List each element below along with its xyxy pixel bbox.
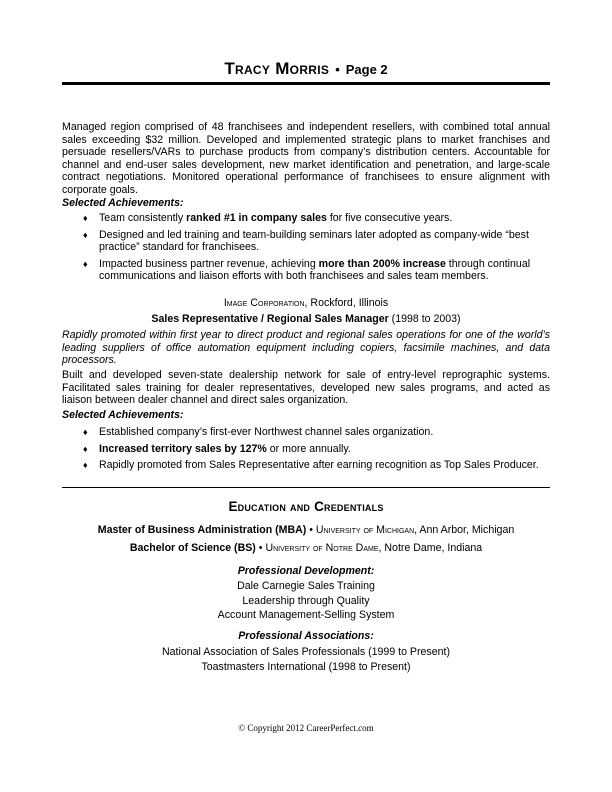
page-header <box>62 58 550 81</box>
job2-intro: Rapidly promoted within first year to direct product and regional sales operations for one of the world’s leading suppliers of office automation equipment including copiers, facsimile machines, and data processors. <box>62 329 550 367</box>
list-item: ♦ Established company’s first-ever Northwest channel sales organization. <box>83 426 434 438</box>
diamond-bullet-icon: ♦ <box>83 213 88 223</box>
header-bullet: • <box>335 62 340 77</box>
diamond-bullet-icon: ♦ <box>83 443 88 454</box>
degree-name: Master of Business Administration (MBA) <box>97 524 307 536</box>
list-item: ♦ Team consistently ranked #1 in company sales for five consecutive years. <box>83 212 453 224</box>
list-item: Dale Carnegie Sales Training <box>237 580 375 592</box>
education-heading: Education and Credentials <box>228 499 384 514</box>
job2-company: Image Corporation <box>223 297 305 309</box>
job2-title: Sales Representative / Regional Sales Manager <box>151 313 389 325</box>
job2-achievements <box>62 426 550 476</box>
diamond-bullet-icon: ♦ <box>83 229 88 240</box>
job2-achievements-heading: Selected Achievements: <box>62 409 184 421</box>
job2-dates: (1998 to 2003) <box>388 313 461 325</box>
job1-achievements-heading: Selected Achievements: <box>62 197 184 209</box>
list-item: Toastmasters International (1998 to Present) <box>201 660 411 673</box>
copyright-notice: © Copyright 2012 CareerPerfect.com <box>238 723 374 733</box>
degree-2: Bachelor of Science (BS) • University of Notre Dame, Notre Dame, Indiana <box>129 542 483 554</box>
school-name: University of Notre Dame <box>265 542 379 554</box>
job2-company-line <box>62 297 550 310</box>
job1-description: Managed region comprised of 48 franchisees and independent resellers, with combined total annual sales exceeding $32 million. Developed and implemented strategic plans to market franchises and persuade resellers/VARs to purchase products from company’s distribution centers. Accountable for channel and end-user sales development, new market identification and penetration, and large-scale contract negotiations. Monitored operational performance of franchisees to ensure alignment with corporate goals. <box>62 121 550 196</box>
pd-list <box>62 579 550 623</box>
list-item: ♦ Impacted business partner revenue, achieving more than 200% increase through continual communications and liaison efforts with both franchisees and sales team members. <box>83 257 531 283</box>
diamond-bullet-icon: ♦ <box>83 460 88 471</box>
header-rule <box>62 82 550 85</box>
page-label: Page 2 <box>345 62 388 77</box>
job2-title-line <box>62 313 550 326</box>
list-item: Leadership through Quality <box>242 594 370 607</box>
diamond-bullet-icon: ♦ <box>83 258 88 269</box>
list-item: Account Management-Selling System <box>217 609 395 621</box>
pd-heading: Professional Development: <box>237 565 375 577</box>
diamond-bullet-icon: ♦ <box>83 427 88 437</box>
school-name: University of Michigan <box>315 524 415 536</box>
degree-name: Bachelor of Science (BS) <box>129 542 256 554</box>
list-item: ♦ Rapidly promoted from Sales Representative after earning recognition as Top Sales Producer. <box>83 459 539 472</box>
list-item: National Association of Sales Professionals (1999 to Present) <box>162 646 450 658</box>
candidate-name: Tracy Morris <box>224 59 330 78</box>
pa-list <box>62 645 550 674</box>
section-rule <box>62 487 550 488</box>
job2-description: Built and developed seven-state dealership network for sale of entry-level reprographic systems. Facilitated sales training for dealer representatives, developed new sales programs, and acted as liaison between dealer channel and direct sales organization. <box>62 369 550 407</box>
list-item: ♦ Increased territory sales by 127% or more annually. <box>83 442 351 455</box>
list-item: ♦ Designed and led training and team-building seminars later adopted as company-wide “best practice” standard for franchisees. <box>83 228 529 254</box>
degree-1: Master of Business Administration (MBA) • University of Michigan, Ann Arbor, Michigan <box>97 524 515 536</box>
job2-location: , Rockford, Illinois <box>304 297 389 309</box>
job1-achievements <box>62 212 550 287</box>
pa-heading: Professional Associations: <box>238 630 374 642</box>
